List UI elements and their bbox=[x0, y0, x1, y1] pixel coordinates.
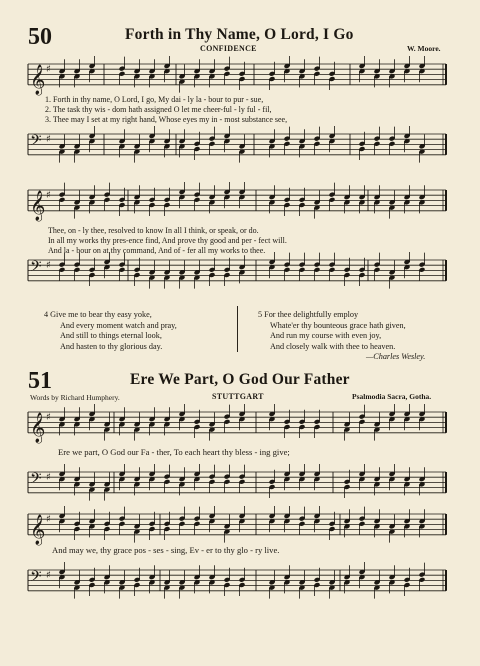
lyric-line-2: In all my works thy pres-ence find, And prove thy good and per - fect will. bbox=[48, 236, 287, 245]
stanza-divider bbox=[237, 306, 238, 352]
sharp-icon: ♯ bbox=[46, 514, 51, 525]
staff-system-bass bbox=[0, 252, 480, 302]
lyric-line-3: And la - bour on at thy command, And of - fer all my works to thee. bbox=[48, 246, 266, 255]
sharp-icon: ♯ bbox=[46, 190, 51, 201]
sharp-icon: ♯ bbox=[46, 412, 51, 423]
sharp-icon: ♯ bbox=[46, 472, 51, 483]
hymn-number: 51 bbox=[28, 368, 52, 394]
hymn-number: 50 bbox=[28, 24, 52, 50]
tune-name: STUTTGART bbox=[212, 392, 264, 401]
bass-clef-icon: 𝄢 bbox=[30, 258, 42, 279]
sharp-icon: ♯ bbox=[46, 570, 51, 581]
stanza-line: Whate'er thy bounteous grace hath given, bbox=[270, 320, 406, 330]
lyric-line: And may we, thy grace pos - ses - sing, Ev - er to thy glo - ry live. bbox=[52, 545, 280, 555]
stanza-line: And still to things eternal look, bbox=[60, 331, 162, 340]
treble-clef-icon: 𝄞 bbox=[30, 190, 46, 221]
stanza-5 bbox=[258, 310, 406, 352]
staff-system-treble bbox=[0, 182, 480, 232]
hymn-title: Forth in Thy Name, O Lord, I Go bbox=[125, 26, 354, 43]
stanza-line: 4 Give me to bear thy easy yoke, bbox=[44, 310, 152, 319]
bass-clef-icon: 𝄢 bbox=[30, 132, 42, 153]
sharp-icon: ♯ bbox=[46, 260, 51, 271]
sharp-icon: ♯ bbox=[46, 134, 51, 145]
treble-clef-icon: 𝄞 bbox=[30, 64, 46, 95]
stanza-line: And hasten to thy glorious day. bbox=[60, 341, 163, 351]
words-credit: Words by Richard Humphery. bbox=[30, 393, 120, 402]
treble-clef-icon: 𝄞 bbox=[30, 412, 46, 443]
staff-system-bass bbox=[0, 562, 480, 612]
lyric-line-2: 2. The task thy wis - dom hath assigned O let me cheer-ful - ly ful - fil, bbox=[45, 105, 272, 114]
stanza-4 bbox=[44, 310, 177, 352]
stanza-line: And every moment watch and pray, bbox=[60, 320, 177, 330]
author-attribution: —Charles Wesley. bbox=[366, 352, 426, 361]
source-credit: Psalmodia Sacra, Gotha. bbox=[352, 392, 432, 401]
lyric-line-1: Thee, on - ly thee, resolved to know In all I think, or speak, or do. bbox=[48, 226, 259, 235]
stanza-line: And run my course with even joy, bbox=[270, 331, 382, 340]
tune-name: CONFIDENCE bbox=[200, 44, 257, 53]
lyric-line-3: 3. Thee may I set at my right hand, Whose eyes my in - most substance see, bbox=[45, 115, 288, 124]
bass-clef-icon: 𝄢 bbox=[30, 470, 42, 491]
composer-credit: W. Moore. bbox=[407, 44, 441, 53]
stanza-line: And closely walk with thee to heaven. bbox=[270, 341, 396, 351]
hymn-title: Ere We Part, O God Our Father bbox=[130, 371, 350, 388]
bass-clef-icon: 𝄢 bbox=[30, 568, 42, 589]
treble-clef-icon: 𝄞 bbox=[30, 514, 46, 545]
sharp-icon: ♯ bbox=[46, 64, 51, 75]
lyric-line-1: 1. Forth in thy name, O Lord, I go, My dai - ly la - bour to pur - sue, bbox=[45, 95, 264, 104]
lyric-line: Ere we part, O God our Fa - ther, To each heart thy bless - ing give; bbox=[58, 447, 290, 457]
staff-system-bass bbox=[0, 126, 480, 176]
stanza-line: 5 For thee delightfully employ bbox=[258, 310, 359, 319]
